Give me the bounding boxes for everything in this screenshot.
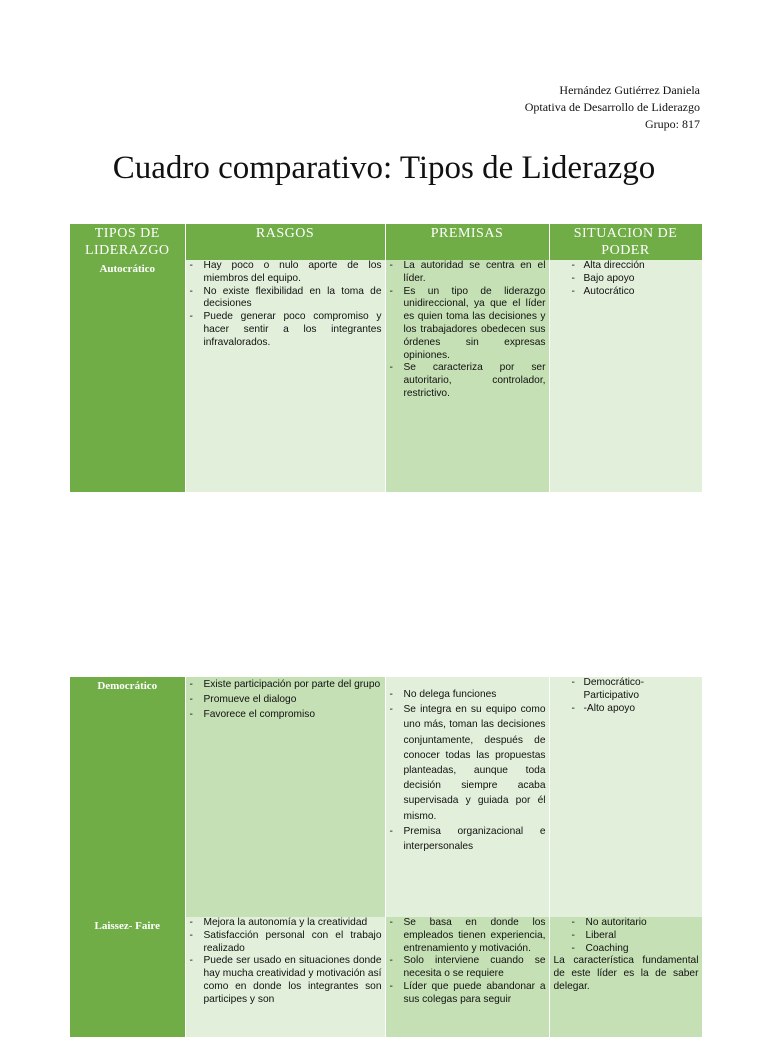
comparison-table-continued bbox=[70, 677, 703, 1037]
list-item: - Se integra en su equipo como uno más, toman las decisiones conjuntamente, después de conocer todas las propuestas planteadas, aunque toda decisión siempre acaba supervisada y guiada por él mismo. bbox=[386, 702, 546, 824]
list-item: - Autocrático bbox=[568, 286, 699, 299]
list-item: - Se caracteriza por ser autoritario, controlador, restrictivo. bbox=[386, 362, 546, 400]
group-number: Grupo: 817 bbox=[645, 117, 700, 131]
list-item: - -Alto apoyo bbox=[568, 703, 699, 716]
list-item: - Promueve el dialogo bbox=[186, 692, 382, 707]
leadership-type: Democrático bbox=[70, 677, 185, 917]
power-list bbox=[568, 260, 702, 298]
table-row bbox=[70, 260, 702, 492]
list-item: - La autoridad se centra en el líder. bbox=[386, 260, 546, 286]
list-item: - Puede ser usado en situaciones donde hay mucha creatividad y motivación así como en donde los integrantes son participes y son bbox=[186, 955, 382, 1006]
author-block bbox=[525, 82, 700, 133]
premises-list bbox=[386, 260, 549, 401]
list-item: - Democrático-Participativo bbox=[568, 677, 699, 703]
table-row bbox=[70, 917, 702, 1037]
traits-list bbox=[186, 677, 385, 723]
column-header-power: SITUACION DE PODER bbox=[549, 224, 702, 260]
list-item: - Favorece el compromiso bbox=[186, 707, 382, 722]
list-item: - No delega funciones bbox=[386, 687, 546, 702]
list-item: - Líder que puede abandonar a sus colegas para seguir bbox=[386, 981, 546, 1007]
column-header-type: TIPOS DE LIDERAZGO bbox=[70, 224, 185, 260]
page-title: Cuadro comparativo: Tipos de Liderazgo bbox=[112, 150, 656, 186]
table-row bbox=[70, 677, 702, 917]
list-item: - Liberal bbox=[568, 930, 699, 943]
list-item: - Premisa organizacional e interpersonales bbox=[386, 824, 546, 854]
leadership-type: Laissez- Faire bbox=[70, 917, 185, 1037]
list-item: - Satisfacción personal con el trabajo realizado bbox=[186, 930, 382, 956]
list-item: - Alta dirección bbox=[568, 260, 699, 273]
list-item: - Solo interviene cuando se necesita o se requiere bbox=[386, 955, 546, 981]
column-header-traits: RASGOS bbox=[185, 224, 385, 260]
list-item: - Mejora la autonomía y la creatividad bbox=[186, 917, 382, 930]
column-header-premises: PREMISAS bbox=[385, 224, 549, 260]
list-item: - Hay poco o nulo aporte de los miembros del equipo. bbox=[186, 260, 382, 286]
list-item: - Existe participación por parte del grupo bbox=[186, 677, 382, 692]
premises-list bbox=[386, 917, 549, 1007]
list-item: - Se basa en donde los empleados tienen experiencia, entrenamiento y motivación. bbox=[386, 917, 546, 955]
leadership-type: Autocrático bbox=[70, 260, 185, 492]
traits-list bbox=[186, 917, 385, 1007]
power-list bbox=[568, 917, 702, 955]
power-list bbox=[568, 677, 702, 715]
list-item: - No autoritario bbox=[568, 917, 699, 930]
list-item: - Bajo apoyo bbox=[568, 273, 699, 286]
list-item: - Coaching bbox=[568, 943, 699, 956]
course-name: Optativa de Desarrollo de Liderazgo bbox=[524, 100, 700, 114]
traits-list bbox=[186, 260, 385, 350]
author-name: Hernández Gutiérrez Daniela bbox=[559, 83, 700, 97]
list-item: - Es un tipo de liderazgo unidireccional, ya que el líder es quien toma las decisiones y los trabajadores obedecen sus órdenes sin expresas opiniones. bbox=[386, 286, 546, 363]
list-item: - No existe flexibilidad en la toma de decisiones bbox=[186, 286, 382, 312]
premises-list bbox=[386, 687, 549, 854]
comparison-table bbox=[70, 224, 703, 492]
power-note: La característica fundamental de este líder es la de saber delegar. bbox=[553, 955, 699, 992]
list-item: - Puede generar poco compromiso y hacer sentir a los integrantes infravalorados. bbox=[186, 311, 382, 349]
